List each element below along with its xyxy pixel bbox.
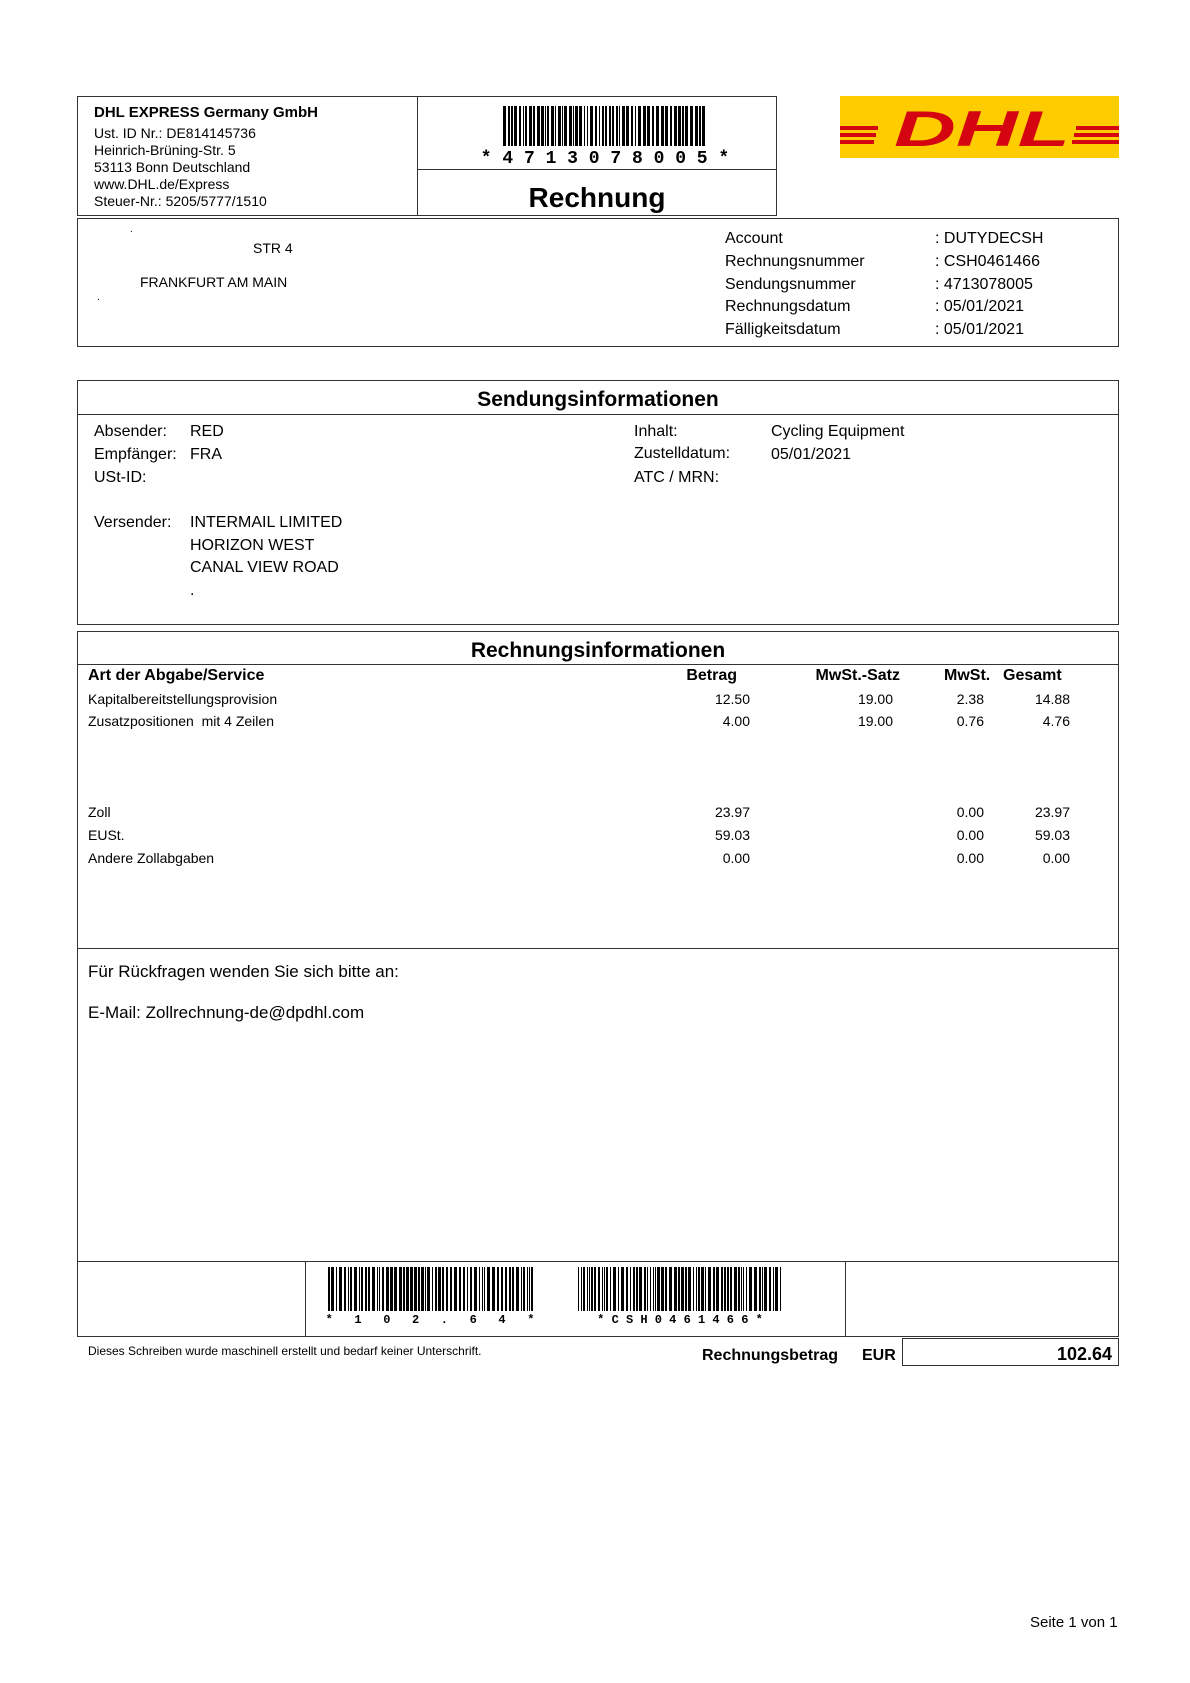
meta-value-invoice-date: : 05/01/2021: [935, 298, 1024, 315]
recipient-street: STR 4: [253, 240, 293, 256]
amount-barcode: [328, 1267, 533, 1311]
zustelldatum-value: 05/01/2021: [771, 446, 852, 463]
company-line-ustid: Ust. ID Nr.: DE814145736: [94, 125, 256, 141]
row-mwst-satz: 19.00: [857, 691, 893, 707]
meta-label-invoice-date: Rechnungsdatum: [725, 298, 851, 315]
company-line-tax: Steuer-Nr.: 5205/5777/1510: [94, 193, 267, 209]
col-header-gesamt: Gesamt: [1003, 667, 1062, 684]
absender-value: RED: [190, 423, 224, 440]
col-header-mwst-satz: MwSt.-Satz: [815, 667, 900, 684]
versender-line-1: INTERMAIL LIMITED: [190, 514, 343, 531]
meta-label-invoice-number: Rechnungsnummer: [725, 253, 865, 270]
meta-value-account: : DUTYDECSH: [935, 230, 1044, 247]
dhl-logo: [840, 96, 1119, 158]
recipient-dot-1: .: [130, 224, 133, 235]
row-service: EUSt.: [88, 827, 125, 843]
page-number: Seite 1 von 1: [1030, 1614, 1118, 1631]
meta-value-shipment-number: : 4713078005: [935, 276, 1033, 293]
empfaenger-label: Empfänger:: [94, 446, 177, 463]
row-service: Andere Zollabgaben: [88, 850, 215, 866]
row-mwst: 2.38: [956, 691, 984, 707]
row-mwst: 0.00: [956, 827, 984, 843]
versender-line-3: CANAL VIEW ROAD: [190, 559, 339, 576]
row-mwst: 0.00: [956, 850, 984, 866]
versender-label: Versender:: [94, 514, 172, 531]
billing-title: Rechnungsinformationen: [470, 639, 726, 662]
recipient-city: FRANKFURT AM MAIN: [140, 274, 288, 290]
meta-label-shipment-number: Sendungsnummer: [725, 276, 856, 293]
inhalt-label: Inhalt:: [634, 423, 678, 440]
svg-text:DHL: DHL: [894, 101, 1070, 157]
document-title: Rechnung: [528, 182, 666, 213]
row-gesamt: 23.97: [1034, 804, 1070, 820]
meta-label-due-date: Fälligkeitsdatum: [725, 321, 841, 338]
row-gesamt: 4.76: [1042, 713, 1070, 729]
row-gesamt: 14.88: [1034, 691, 1070, 707]
atc-mrn-label: ATC / MRN:: [634, 469, 720, 486]
col-header-mwst: MwSt.: [944, 667, 991, 684]
header-barcode-text: * 4 7 1 3 0 7 8 0 0 5 *: [480, 149, 730, 169]
amount-barcode-text: * 1 0 2 . 6 4 *: [325, 1313, 535, 1327]
shipment-section: [77, 380, 1119, 625]
company-line-street: Heinrich-Brüning-Str. 5: [94, 142, 236, 158]
col-header-service: Art der Abgabe/Service: [88, 667, 265, 684]
row-mwst: 0.00: [956, 804, 984, 820]
absender-label: Absender:: [94, 423, 167, 440]
row-betrag: 23.97: [714, 804, 750, 820]
company-line-web: www.DHL.de/Express: [94, 176, 230, 192]
ustid-label: USt-ID:: [94, 469, 147, 486]
meta-value-due-date: : 05/01/2021: [935, 321, 1024, 338]
row-service: Kapitalbereitstellungsprovision: [88, 691, 278, 707]
shipment-title: Sendungsinformationen: [477, 388, 719, 411]
row-mwst: 0.76: [956, 713, 984, 729]
company-name: DHL EXPRESS Germany GmbH: [94, 104, 318, 121]
row-betrag: 4.00: [722, 713, 750, 729]
zustelldatum-label: Zustelldatum:: [634, 445, 731, 462]
meta-value-invoice-number: : CSH0461466: [935, 253, 1040, 270]
meta-label-account: Account: [725, 230, 783, 247]
total-value: 102.64: [1056, 1344, 1112, 1364]
total-label: Rechnungsbetrag: [702, 1347, 839, 1364]
row-gesamt: 0.00: [1042, 850, 1070, 866]
header-barcode: [503, 106, 709, 146]
row-service: Zoll: [88, 804, 111, 820]
row-betrag: 12.50: [714, 691, 750, 707]
company-line-city: 53113 Bonn Deutschland: [94, 159, 251, 175]
inhalt-value: Cycling Equipment: [771, 423, 905, 440]
row-betrag: 0.00: [722, 850, 750, 866]
invoice-number-barcode-text: * C S H 0 4 6 1 4 6 6 *: [597, 1313, 763, 1327]
row-betrag: 59.03: [714, 827, 750, 843]
contact-email: E-Mail: Zollrechnung-de@dpdhl.com: [88, 1003, 365, 1022]
machine-generated-note: Dieses Schreiben wurde maschinell erstellt und bedarf keiner Unterschrift.: [88, 1344, 482, 1358]
total-currency: EUR: [862, 1347, 896, 1364]
contact-intro: Für Rückfragen wenden Sie sich bitte an:: [88, 962, 399, 981]
invoice-number-barcode: [578, 1267, 783, 1311]
versender-line-2: HORIZON WEST: [190, 537, 315, 554]
row-gesamt: 59.03: [1034, 827, 1070, 843]
row-service: Zusatzpositionen mit 4 Zeilen: [88, 713, 274, 729]
dhl-logo-icon: [840, 96, 1119, 158]
recipient-dot-2: .: [97, 292, 100, 303]
versender-line-4: .: [190, 582, 195, 599]
col-header-betrag: Betrag: [686, 667, 737, 684]
billing-section: [77, 631, 1119, 1337]
row-mwst-satz: 19.00: [857, 713, 893, 729]
empfaenger-value: FRA: [190, 446, 222, 463]
